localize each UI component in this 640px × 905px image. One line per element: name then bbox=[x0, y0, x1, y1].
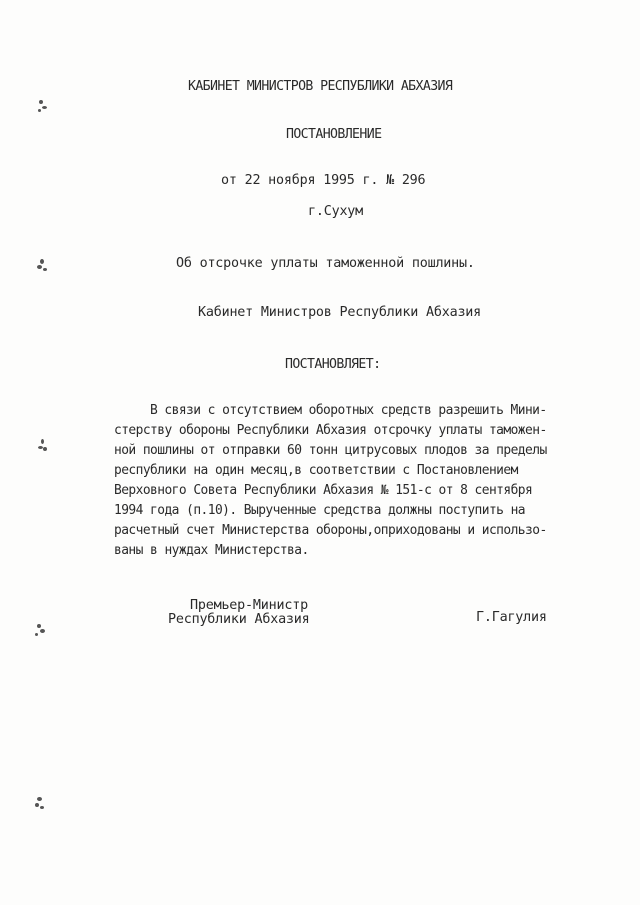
punch-mark bbox=[34, 622, 48, 638]
body-line: Верховного Совета Республики Абхазия № 151-с от 8 сентября bbox=[114, 483, 533, 498]
resolves-heading: ПОСТАНОВЛЯЕТ: bbox=[285, 357, 381, 372]
subject-line: Об отсрочке уплаты таможенной пошлины. bbox=[176, 256, 475, 271]
body-line: ваны в нуждах Министерства. bbox=[114, 543, 309, 558]
punch-mark bbox=[36, 438, 50, 454]
body-line: ной пошлины от отправки 60 тонн цитрусовых плодов за пределы bbox=[114, 443, 547, 458]
signatory-name: Г.Гагулия bbox=[476, 610, 547, 625]
date-and-number: от 22 ноября 1995 г. № 296 bbox=[221, 173, 426, 188]
body-line: расчетный счет Министерства обороны,оприходованы и использо- bbox=[114, 523, 547, 538]
signatory-title: Премьер-Министр bbox=[190, 598, 308, 613]
punch-mark bbox=[34, 796, 48, 812]
punch-mark bbox=[36, 98, 50, 114]
signatory-title: Республики Абхазия bbox=[168, 612, 310, 627]
body-line: стерству обороны Республики Абхазия отсрочку уплаты таможен- bbox=[114, 423, 547, 438]
body-line: В связи с отсутствием оборотных средств разрешить Мини- bbox=[150, 403, 547, 418]
city: г.Сухум bbox=[308, 204, 364, 219]
issuer-line: Кабинет Министров Республики Абхазия bbox=[198, 305, 482, 320]
punch-mark bbox=[36, 258, 50, 274]
document-type: ПОСТАНОВЛЕНИЕ bbox=[286, 127, 382, 142]
body-line: республики на один месяц,в соответствии с Постановлением bbox=[114, 463, 518, 478]
organization-heading: КАБИНЕТ МИНИСТРОВ РЕСПУБЛИКИ АБХАЗИЯ bbox=[188, 79, 453, 94]
body-line: 1994 года (п.10). Вырученные средства должны поступить на bbox=[114, 503, 526, 518]
